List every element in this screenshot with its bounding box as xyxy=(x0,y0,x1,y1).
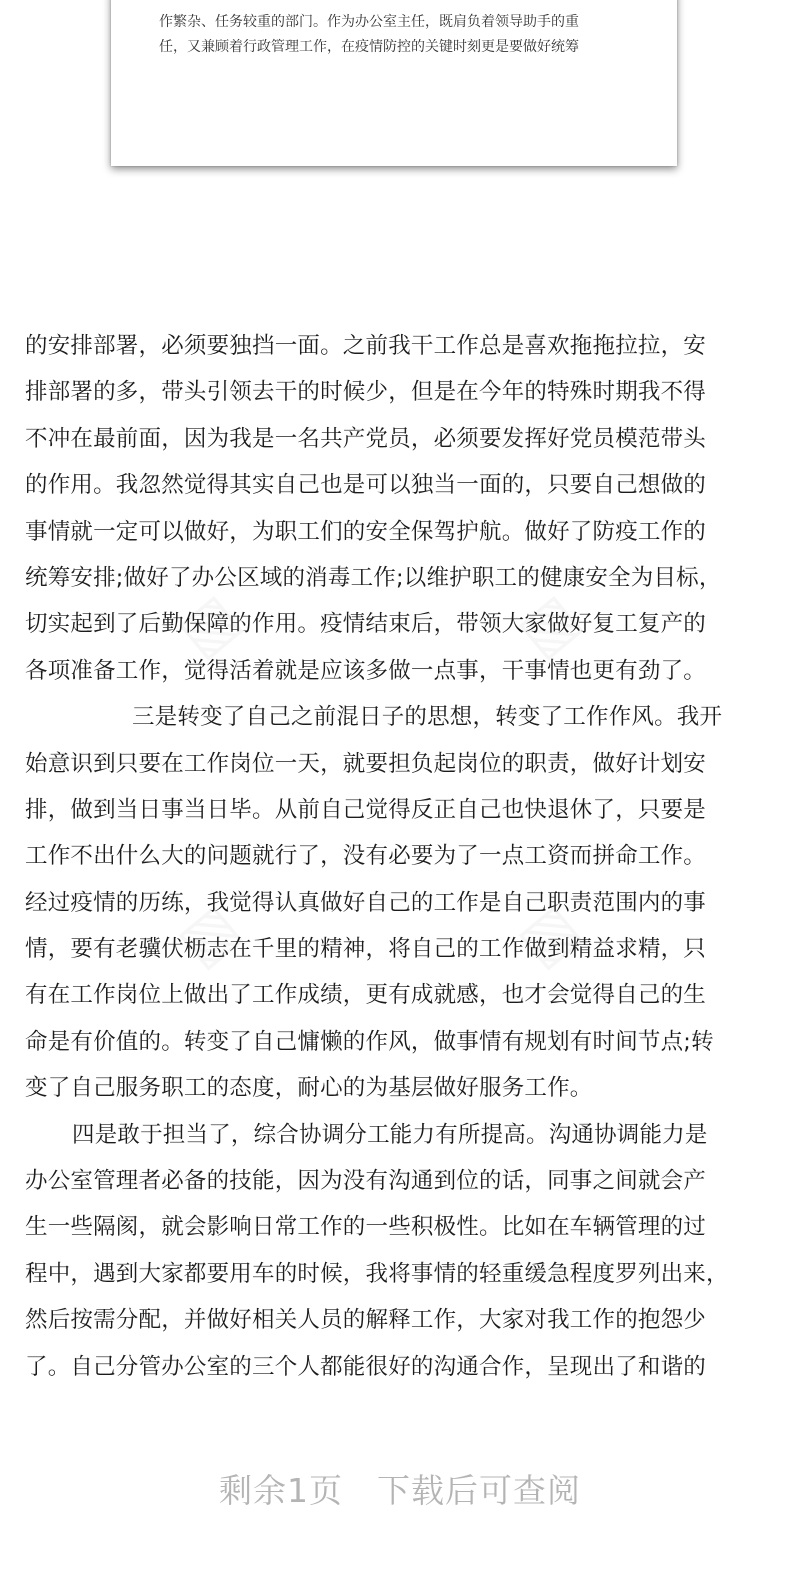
paragraph-start-line: 四是敢于担当了，综合协调分工能力有所提高。沟通协调能力是 xyxy=(72,1121,708,1148)
body-line: 排部署的多，带头引领去干的时候少，但是在今年的特殊时期我不得 xyxy=(25,379,707,406)
watermark: ▧ xyxy=(164,889,253,981)
body-line: 统筹安排;做好了办公区域的消毒工作;以维护职工的健康安全为目标， xyxy=(25,564,722,591)
body-line: 程中，遇到大家都要用车的时候，我将事情的轻重缓急程度罗列出来， xyxy=(25,1260,729,1287)
watermark: ▧ xyxy=(504,579,593,671)
download-prompt[interactable] xyxy=(0,1465,800,1512)
preview-line: 任，又兼顾着行政管理工作，在疫情防控的关键时刻更是要做好统筹 xyxy=(159,39,579,55)
body-line: 工作不出什么大的问题就行了，没有必要为了一点工资而拼命工作。 xyxy=(25,843,707,870)
preview-line: 作繁杂、任务较重的部门。作为办公室主任，既肩负着领导助手的重 xyxy=(159,14,579,30)
body-line: 始意识到只要在工作岗位一天，就要担负起岗位的职责，做好计划安 xyxy=(25,750,707,777)
paragraph-start-line: 三是转变了自己之前混日子的思想，转变了工作作风。我开 xyxy=(132,704,723,731)
body-line: 办公室管理者必备的技能，因为没有沟通到位的话，同事之间就会产 xyxy=(25,1168,707,1195)
watermark: ▧ xyxy=(164,579,253,671)
body-line: 事情就一定可以做好，为职工们的安全保驾护航。做好了防疫工作的 xyxy=(25,518,707,545)
body-line: 了。自己分管办公室的三个人都能很好的沟通合作，呈现出了和谐的 xyxy=(25,1353,707,1380)
body-line: 然后按需分配，并做好相关人员的解释工作，大家对我工作的抱怨少 xyxy=(25,1307,707,1334)
body-line: 切实起到了后勤保障的作用。疫情结束后，带领大家做好复工复产的 xyxy=(25,611,707,638)
watermark: ▧ xyxy=(504,889,593,981)
body-line: 的安排部署，必须要独挡一面。之前我干工作总是喜欢拖拖拉拉，安 xyxy=(25,333,707,359)
body-line: 排，做到当日事当日毕。从前自己觉得反正自己也快退休了，只要是 xyxy=(25,796,707,823)
body-line: 命是有价值的。转变了自己慵懒的作风，做事情有规划有时间节点;转 xyxy=(25,1028,714,1055)
body-line: 经过疫情的历练，我觉得认真做好自己的工作是自己职责范围内的事 xyxy=(25,889,707,916)
remaining-pages-label: 剩余1页 xyxy=(219,1471,343,1510)
document-body xyxy=(25,323,785,1390)
body-line: 情，要有老骥伏枥志在千里的精神，将自己的工作做到精益求精，只 xyxy=(25,936,707,963)
preview-page-card xyxy=(111,0,677,166)
download-to-view-link[interactable]: 下载后可查阅 xyxy=(377,1471,581,1510)
body-line: 生一些隔阂，就会影响日常工作的一些积极性。比如在车辆管理的过 xyxy=(25,1214,707,1241)
body-line: 不冲在最前面，因为我是一名共产党员，必须要发挥好党员模范带头 xyxy=(25,425,707,452)
preview-page-text xyxy=(159,10,639,60)
body-line: 变了自己服务职工的态度，耐心的为基层做好服务工作。 xyxy=(25,1075,593,1102)
body-line: 各项准备工作，觉得活着就是应该多做一点事，干事情也更有劲了。 xyxy=(25,657,707,684)
body-line: 有在工作岗位上做出了工作成绩，更有成就感，也才会觉得自己的生 xyxy=(25,982,707,1009)
body-line: 的作用。我忽然觉得其实自己也是可以独当一面的，只要自己想做的 xyxy=(25,472,707,499)
